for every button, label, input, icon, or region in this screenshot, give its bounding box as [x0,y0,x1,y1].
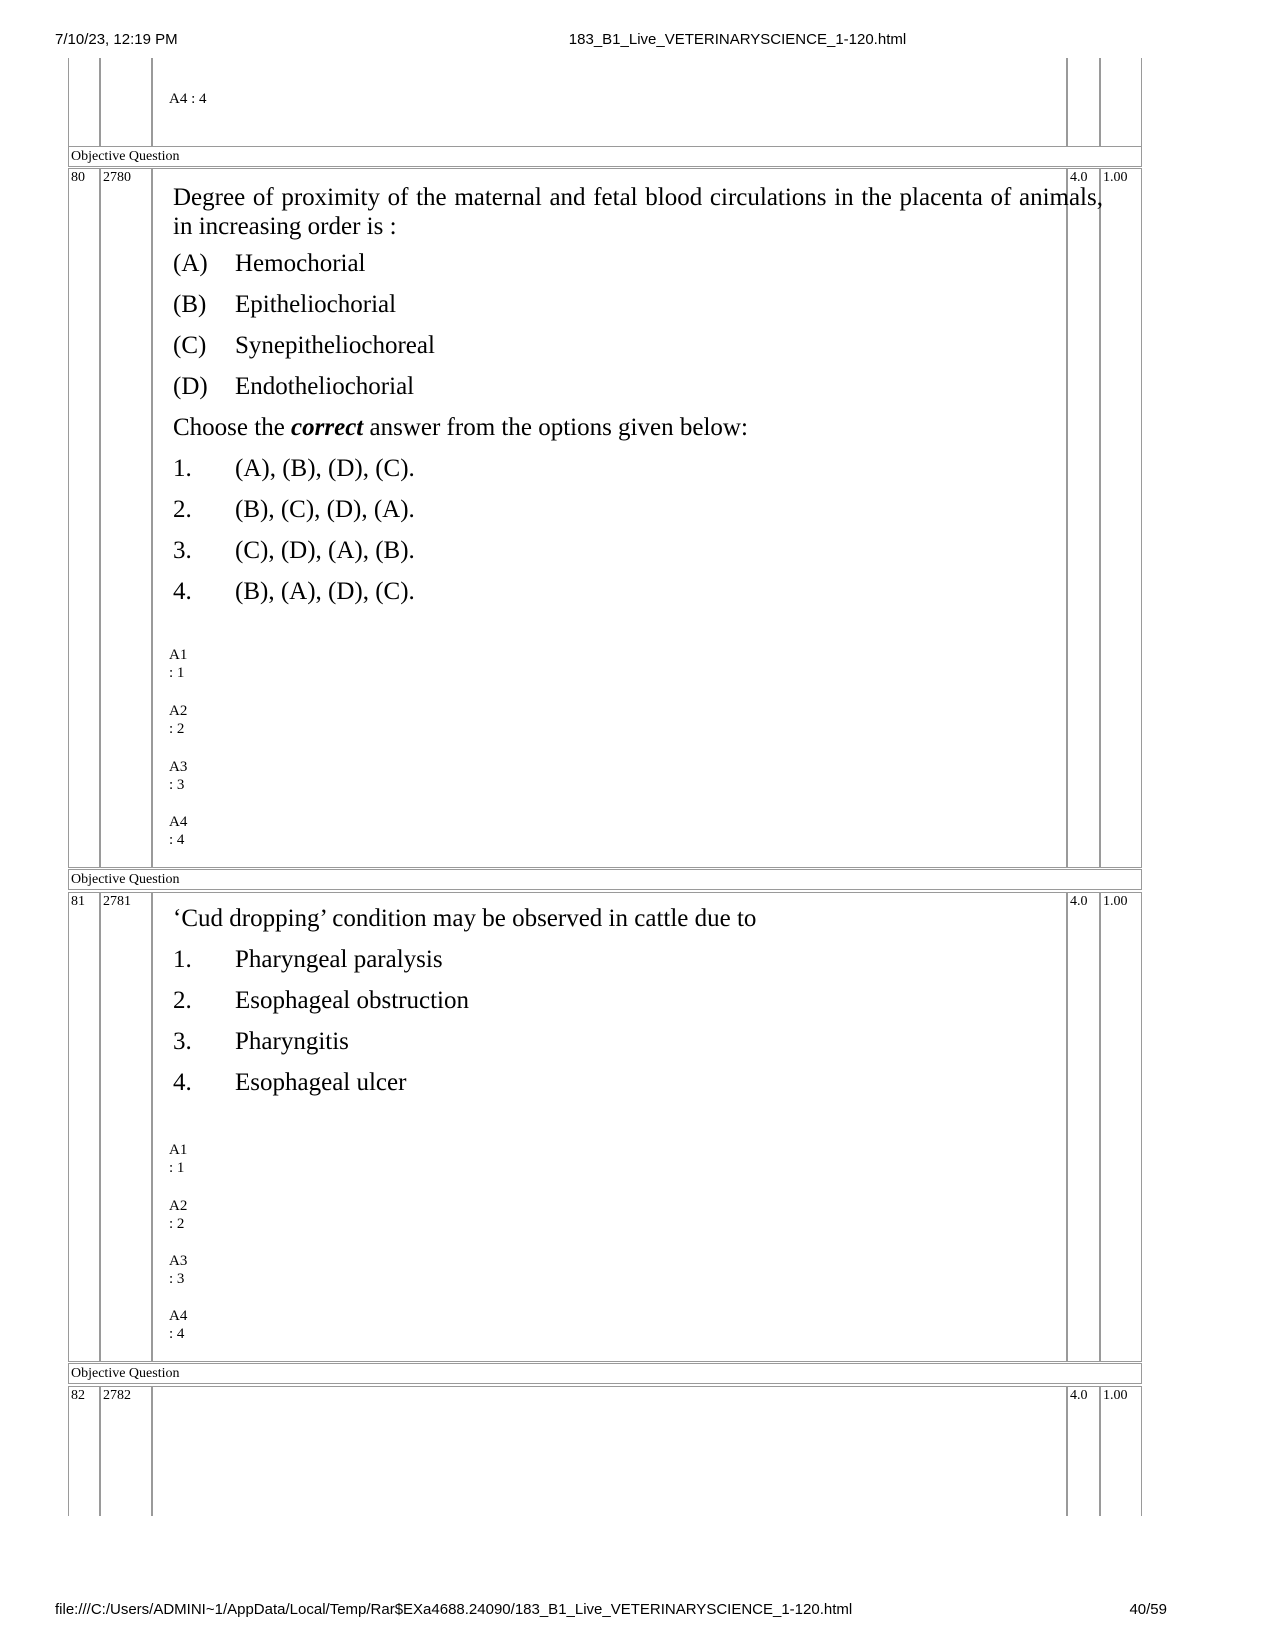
option-item [173,1068,406,1098]
marks-cell [1067,1386,1100,1516]
negative-cell [1100,1386,1142,1516]
qid-cell [100,168,152,868]
option-item [173,945,443,975]
negative-cell [1100,168,1142,868]
qid-cell [100,58,152,148]
sno-cell [68,1386,100,1516]
question-id: 2780 [103,170,131,185]
question-type-label: Objective Question [71,149,180,164]
answer-line: A1 : 1 [169,647,188,681]
negative-marks-value: 1.00 [1103,170,1128,185]
sno-cell [68,892,100,1362]
option-item [173,454,415,484]
option-text: Pharyngeal paralysis [235,946,443,973]
question-stem: Degree of proximity of the maternal and fetal blood circulations in the placenta of animals, in increasing order is : [173,184,1103,240]
option-item [173,577,415,607]
answer-line: A2 : 2 [169,703,188,737]
question-id: 2782 [103,1388,131,1403]
file-path: file:///C:/Users/ADMINI~1/AppData/Local/Temp/Rar$EXa4688.24090/183_B1_Live_VETERINARYSCIENCE_1-120.html [55,1601,853,1618]
print-datetime: 7/10/23, 12:19 PM [55,31,178,48]
answer-line: A2 : 2 [169,1198,188,1232]
marks-cell [1067,58,1100,148]
question-cell [152,1386,1067,1516]
statement-key: (D) [173,373,208,400]
statement-text: Hemochorial [235,250,366,277]
instruction-post: answer from the options given below: [363,414,748,441]
sno-cell [68,58,100,148]
option-key: 1. [173,455,192,482]
serial-number: 80 [71,170,85,185]
option-key: 2. [173,987,192,1014]
statement-key: (A) [173,250,208,277]
negative-marks-value: 1.00 [1103,894,1128,909]
marks-value: 4.0 [1070,170,1088,185]
option-item [173,986,469,1016]
question-type-label: Objective Question [71,1366,180,1381]
option-text: Pharyngitis [235,1028,349,1055]
page-number: 40/59 [1129,1601,1167,1618]
statement-item [173,372,414,402]
negative-cell [1100,892,1142,1362]
question-id: 2781 [103,894,131,909]
question-cell [152,58,1067,148]
instruction-pre: Choose the [173,414,292,441]
marks-cell [1067,892,1100,1362]
serial-number: 82 [71,1388,85,1403]
question-type-bar [68,869,1142,890]
option-item [173,495,415,525]
marks-value: 4.0 [1070,894,1088,909]
option-text: (C), (D), (A), (B). [235,537,415,564]
answer-line: A4 : 4 [169,814,188,848]
answer-line: A4 : 4 [169,1308,188,1342]
option-key: 2. [173,496,192,523]
option-text: Esophageal obstruction [235,987,469,1014]
option-text: Esophageal ulcer [235,1069,407,1096]
question-type-bar [68,1363,1142,1384]
question-type-bar [68,146,1142,167]
negative-marks-value: 1.00 [1103,1388,1128,1403]
answer-line: A3 : 3 [169,759,188,793]
statement-text: Epitheliochorial [235,291,397,318]
option-key: 4. [173,1069,192,1096]
marks-cell [1067,168,1100,868]
option-key: 4. [173,578,192,605]
statement-key: (B) [173,291,207,318]
marks-value: 4.0 [1070,1388,1088,1403]
statement-key: (C) [173,332,207,359]
serial-number: 81 [71,894,85,909]
document-title: 183_B1_Live_VETERINARYSCIENCE_1-120.html [568,31,907,48]
option-key: 3. [173,537,192,564]
option-text: (B), (A), (D), (C). [235,578,415,605]
statement-item [173,249,366,279]
option-text: (B), (C), (D), (A). [235,496,415,523]
option-text: (A), (B), (D), (C). [235,455,415,482]
statement-text: Endotheliochorial [235,373,415,400]
statement-item [173,290,396,320]
sno-cell [68,168,100,868]
instruction [173,413,748,443]
question-stem: ‘Cud dropping’ condition may be observed in cattle due to [173,905,757,932]
qid-cell [100,892,152,1362]
option-item [173,536,415,566]
negative-cell [1100,58,1142,148]
statement-text: Synepitheliochoreal [235,332,435,359]
option-key: 1. [173,946,192,973]
option-item [173,1027,349,1057]
question-type-label: Objective Question [71,872,180,887]
statement-item [173,331,435,361]
answer-line: A3 : 3 [169,1253,188,1287]
answer-line: A1 : 1 [169,1142,188,1176]
qid-cell [100,1386,152,1516]
instruction-emphasis: correct [291,414,364,441]
option-key: 3. [173,1028,192,1055]
answer-line: A4 : 4 [169,91,207,107]
